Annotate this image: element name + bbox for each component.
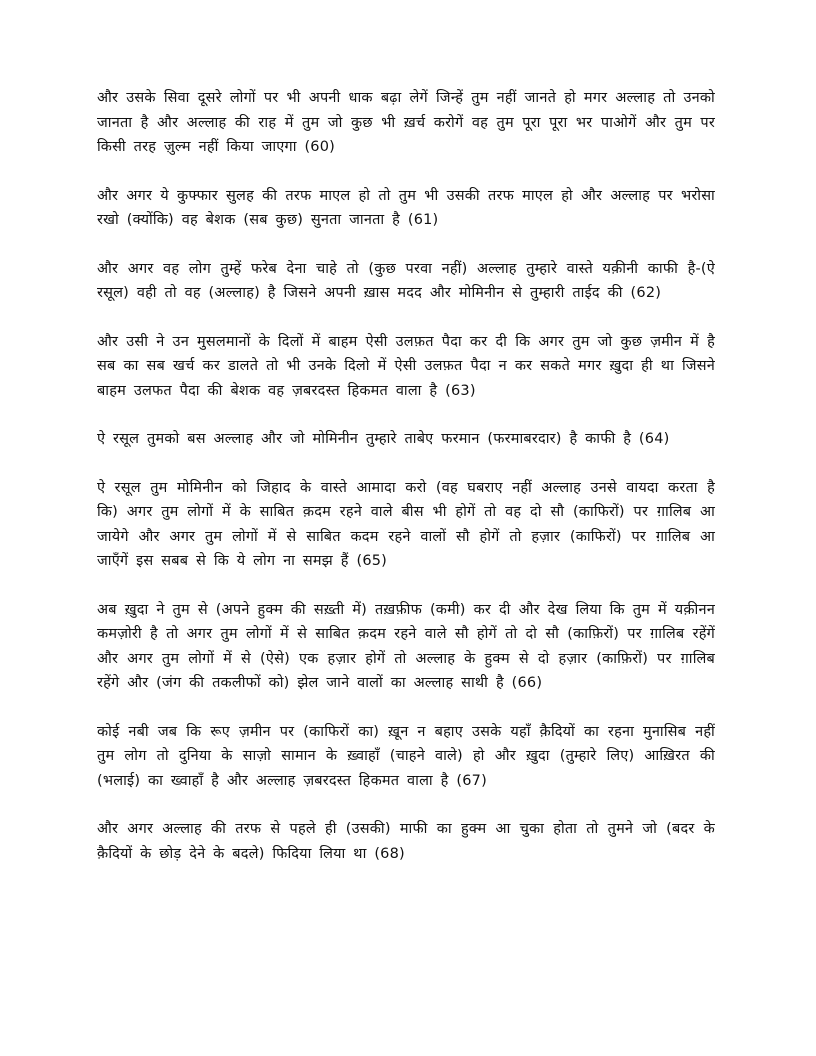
verse-68: और अगर अल्लाह की तरफ से पहले ही (उसकी) माफी का हुक्म आ चुका होता तो तुमने जो (बदर के क़ैदियों के छोड़ देने के बदले) फिदिया लिया था (68) (97, 821, 715, 862)
verse-67: कोई नबी जब कि रूए ज़मीन पर (काफिरों का) ख़ून न बहाए उसके यहाँ क़ैदियों का रहना मुनासिब नहीं तुम लोग तो दुनिया के साज़ो सामान के ख़्वाहाँ (चाहने वाले) हो और ख़ुदा (तुम्हारे लिए) आख़िरत की (भलाई) का ख्वाहाँ है और अल्लाह ज़बरदस्त हिकमत वाला है (67) (97, 723, 715, 789)
verse-61: और अगर ये कुफ्फार सुलह की तरफ माएल हो तो तुम भी उसकी तरफ माएल हो और अल्लाह पर भरोसा रखो (क्योंकि) वह बेशक (सब कुछ) सुनता जानता है (61) (97, 187, 715, 228)
document-page (97, 86, 715, 890)
verse-63: और उसी ने उन मुसलमानों के दिलों में बाहम ऐसी उलफ़त पैदा कर दी कि अगर तुम जो कुछ ज़मीन में है सब का सब खर्च कर डालते तो भी उनके दिलो में ऐसी उलफ़त पैदा न कर सकते मगर ख़ुदा ही था जिसने बाहम उलफत पैदा की बेशक वह ज़बरदस्त हिकमत वाला है (63) (97, 333, 715, 399)
verse-60: और उसके सिवा दूसरे लोगों पर भी अपनी धाक बढ़ा लेगें जिन्हें तुम नहीं जानते हो मगर अल्लाह तो उनको जानता है और अल्लाह की राह में तुम जो कुछ भी ख़र्च करोगें वह तुम पूरा पूरा भर पाओगें और तुम पर किसी तरह ज़ुल्म नहीं किया जाएगा (60) (97, 90, 715, 155)
verse-65: ऐ रसूल तुम मोमिनीन को जिहाद के वास्ते आमादा करो (वह घबराए नहीं अल्लाह उनसे वायदा करता है कि) अगर तुम लोगों में के साबित क़दम रहने वाले बीस भी होगें तो वह दो सौ (काफिरों) पर ग़ालिब आ जायेगे और अगर तुम लोगों में से साबित कदम रहने वालों सौ होगें तो हज़ार (काफिरों) पर ग़ालिब आ जाएँगें इस सबब से कि ये लोग ना समझ हैं (65) (97, 479, 715, 569)
verse-66: अब ख़ुदा ने तुम से (अपने हुक्म की सख़्ती में) तख़फ़ीफ (कमी) कर दी और देख लिया कि तुम में यक़ीनन कमज़ोरी है तो अगर तुम लोगों में से साबित क़दम रहने वाले सौ होगें तो दो सौ (काफ़िरों) पर ग़ालिब रहेंगें और अगर तुम लोगों में से (ऐसे) एक हज़ार होगें तो अल्लाह के हुक्म से दो हज़ार (काफ़िरों) पर ग़ालिब रहेंगे और (जंग की तकलीफों को) झेल जाने वालों का अल्लाह साथी है (66) (97, 601, 715, 691)
verse-64: ऐ रसूल तुमको बस अल्लाह और जो मोमिनीन तुम्हारे ताबेए फरमान (फरमाबरदार) है काफी है (64) (97, 431, 670, 447)
verse-62: और अगर वह लोग तुम्हें फरेब देना चाहे तो (कुछ परवा नहीं) अल्लाह तुम्हारे वास्ते यक़ीनी काफी है-(ऐ रसूल) वही तो वह (अल्लाह) है जिसने अपनी ख़ास मदद और मोमिनीन से तुम्हारी ताईद की (62) (97, 260, 715, 301)
